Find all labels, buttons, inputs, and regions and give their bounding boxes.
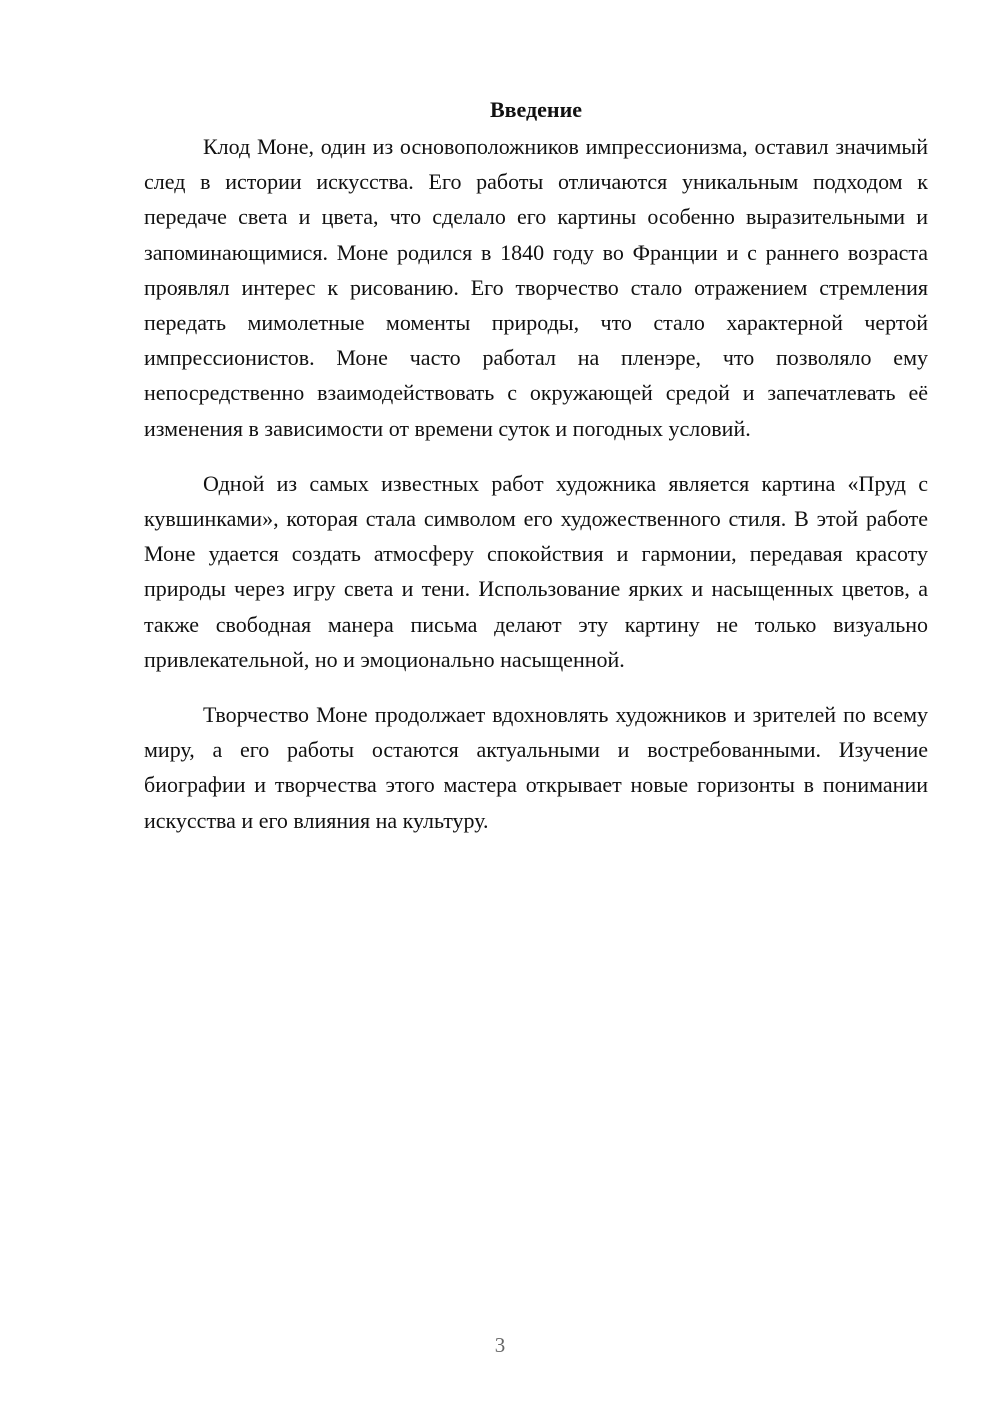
paragraph-2: Одной из самых известных работ художника является картина «Пруд с кувшинками», которая стала символом его художественного стиля. В этой работе Моне удается создать атмосферу спокойствия и гармонии, передавая красоту природы через игру света и тени. Использование ярких и насыщенных цветов, а также свободная манера письма делают эту картину не только визуально привлекательной, но и эмоционально насыщенной. bbox=[144, 470, 928, 672]
paragraph-1: Клод Моне, один из основоположников импрессионизма, оставил значимый след в истории искусства. Его работы отличаются уникальным подходом к передаче света и цвета, что сделало его картины особенно выразительными и запоминающимися. Моне родился в 1840 году во Франции и с раннего возраста проявлял интерес к рисованию. Его творчество стало отражением стремления передать мимолетные моменты природы, что стало характерной чертой импрессионистов. Моне часто работал на пленэре, что позволяло ему непосредственно взаимодействовать с окружающей средой и запечатлевать её изменения в зависимости от времени суток и погодных условий. bbox=[144, 134, 928, 441]
paragraph-3: Творчество Моне продолжает вдохновлять художников и зрителей по всему миру, а его работы остаются актуальными и востребованными. Изучение биографии и творчества этого мастера открывает новые горизонты в понимании искусства и его влияния на культуру. bbox=[144, 702, 928, 833]
page-number: 3 bbox=[494, 1333, 506, 1357]
page-title: Введение bbox=[489, 97, 583, 122]
page-content bbox=[144, 92, 928, 858]
